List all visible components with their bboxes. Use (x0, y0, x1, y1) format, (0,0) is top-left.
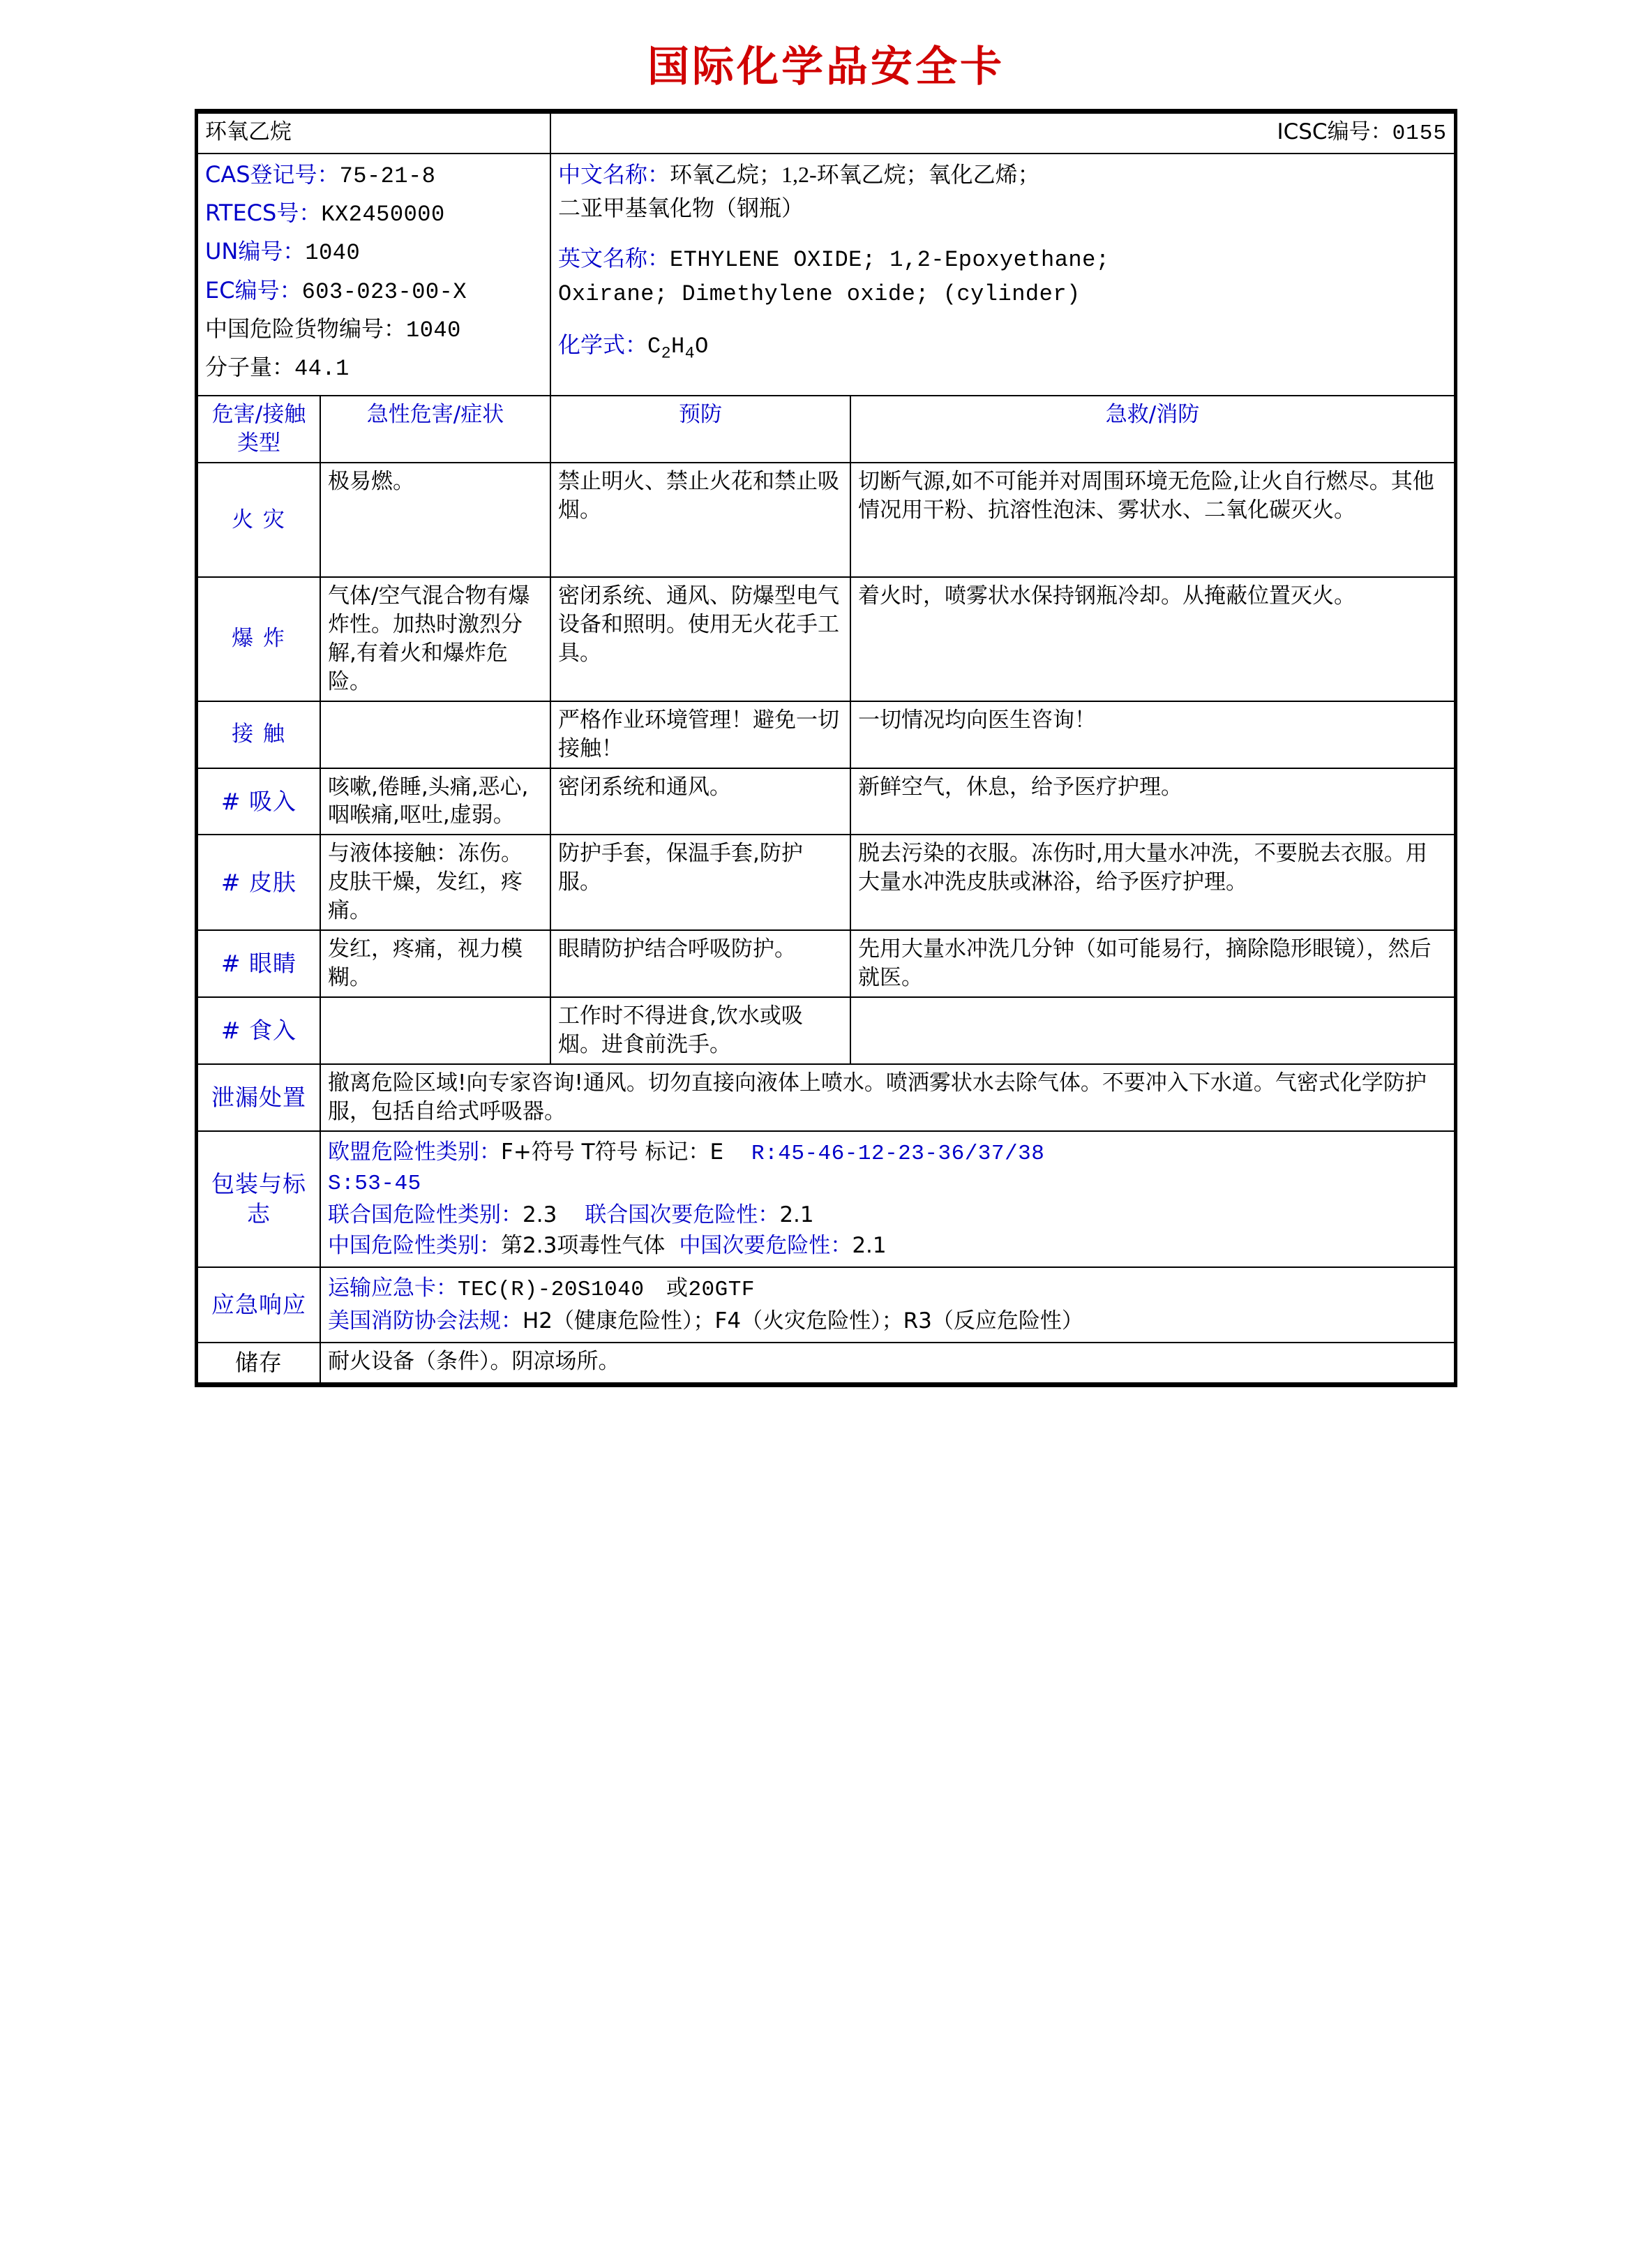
cell-fire-prevention: 禁止明火、禁止火花和禁止吸烟。 (550, 463, 850, 577)
table-row (198, 463, 1454, 577)
emergency-nfpa-value: H2（健康危险性）；F4（火灾危险性）；R3（反应危险性） (523, 1308, 1083, 1334)
icsc-table (198, 112, 1454, 1384)
emergency-nfpa-label: 美国消防协会法规： (328, 1308, 523, 1334)
identifier-rtecs-label: RTECS号： (205, 200, 322, 227)
table-row (198, 930, 1454, 997)
cell-explosion-prevention: 密闭系统、通风、防爆型电气设备和照明。使用无火花手工具。 (550, 577, 850, 701)
packaging-cn-label: 中国危险性类别： (328, 1233, 501, 1259)
row-label-storage: 储存 (198, 1343, 320, 1383)
packaging-cn-line (328, 1232, 1447, 1260)
emergency-row (198, 1267, 1454, 1343)
table-row (198, 701, 1454, 768)
packaging-eu-r: R:45-46-12-23-36/37/38 (751, 1141, 1045, 1166)
row-label-spill: 泄漏处置 (198, 1064, 320, 1131)
english-name-line2: Oxirane; Dimethylene oxide; (cylinder) (558, 281, 1081, 307)
chinese-name-value: 环氧乙烷；1,2-环氧乙烷；氧化乙烯； (670, 161, 1040, 187)
emergency-nfpa-line (328, 1307, 1447, 1336)
chinese-name-line2: 二亚甲基氧化物（钢瓶） (558, 195, 804, 221)
cell-inhalation-firstaid: 新鲜空气，休息，给予医疗护理。 (850, 768, 1454, 835)
cell-eyes-symptoms: 发红，疼痛，视力模糊。 (320, 930, 550, 997)
packaging-cn-sub-value: 2.1 (852, 1233, 887, 1259)
formula-label: 化学式： (558, 331, 648, 358)
cell-fire-firstaid: 切断气源,如不可能并对周围环境无危险,让火自行燃尽。其他情况用干粉、抗溶性泡沫、雾状水、二氧化碳灭火。 (850, 463, 1454, 577)
cell-eyes-firstaid: 先用大量水冲洗几分钟（如可能易行，摘除隐形眼镜），然后就医。 (850, 930, 1454, 997)
table-row (198, 577, 1454, 701)
column-header-firstaid: 急救/消防 (850, 396, 1454, 463)
emergency-transport-label: 运输应急卡： (328, 1276, 458, 1301)
identification-row (198, 154, 1454, 396)
emergency-transport-line (328, 1274, 1447, 1305)
identifier-cas-value: 75-21-8 (339, 163, 436, 189)
spill-row (198, 1064, 1454, 1131)
identifier-cas (205, 160, 543, 191)
packaging-un-value: 2.3 (523, 1202, 557, 1228)
packaging-eu-value: F+符号 T符号 标记：E (501, 1139, 724, 1165)
table-row (198, 835, 1454, 930)
row-label-ingestion: # 食入 (198, 997, 320, 1064)
packaging-cn-value: 第2.3项毒性气体 (501, 1233, 666, 1259)
identifier-molweight-label: 分子量： (205, 354, 295, 380)
names-spacer (558, 227, 1447, 239)
packaging-un-line (328, 1201, 1447, 1230)
storage-row (198, 1343, 1454, 1383)
identifier-rtecs (205, 198, 543, 230)
column-header-symptoms: 急性危害/症状 (320, 396, 550, 463)
card-header-row (198, 113, 1454, 154)
packaging-eu-s: S:53-45 (328, 1172, 421, 1197)
packaging-eu-label: 欧盟危险性类别： (328, 1139, 501, 1165)
cell-emergency (320, 1267, 1454, 1343)
formula-line (558, 330, 1447, 364)
identifier-rtecs-value: KX2450000 (321, 202, 445, 228)
formula-value: $C_2H_4O$ (647, 333, 709, 363)
cell-spill-text: 撤离危险区域!向专家咨询!通风。切勿直接向液体上喷水。喷洒雾状水去除气体。不要冲入下水道。气密式化学防护服，包括自给式呼吸器。 (320, 1064, 1454, 1131)
cell-exposure-symptoms (320, 701, 550, 768)
icsc-number-cell (550, 113, 1454, 154)
identifier-cn-dangerous-goods (205, 314, 543, 345)
row-label-eyes: # 眼睛 (198, 930, 320, 997)
row-label-emergency: 应急响应 (198, 1267, 320, 1343)
cell-explosion-firstaid: 着火时，喷雾状水保持钢瓶冷却。从掩蔽位置灭火。 (850, 577, 1454, 701)
identifier-molweight-value: 44.1 (294, 356, 350, 382)
cell-inhalation-symptoms: 咳嗽,倦睡,头痛,恶心,咽喉痛,呕吐,虚弱。 (320, 768, 550, 835)
identifier-molweight (205, 352, 543, 384)
row-label-explosion: 爆 炸 (198, 577, 320, 701)
row-label-inhalation: # 吸入 (198, 768, 320, 835)
column-header-row (198, 396, 1454, 463)
identifier-cas-label: CAS登记号： (205, 160, 340, 188)
packaging-un-label: 联合国危险性类别： (328, 1202, 523, 1228)
cell-exposure-firstaid: 一切情况均向医生咨询！ (850, 701, 1454, 768)
substance-name: 环氧乙烷 (198, 113, 550, 154)
cell-skin-prevention: 防护手套，保温手套,防护服。 (550, 835, 850, 930)
identifier-ec-label: EC编号： (205, 276, 302, 304)
packaging-cn-sub-label: 中国次要危险性： (679, 1233, 853, 1259)
english-name-value: ETHYLENE OXIDE; 1,2-Epoxyethane; (670, 247, 1110, 274)
cell-packaging (320, 1131, 1454, 1268)
column-header-hazard-type (198, 396, 320, 463)
cell-ingestion-prevention: 工作时不得进食,饮水或吸烟。进食前洗手。 (550, 997, 850, 1064)
identifier-cn-label: 中国危险货物编号： (205, 315, 407, 341)
column-header-hazard-type-line2: 类型 (237, 431, 280, 456)
icsc-label: ICSC编号： (1277, 119, 1392, 144)
cell-storage-text: 耐火设备（条件）。阴凉场所。 (320, 1343, 1454, 1383)
table-row (198, 997, 1454, 1064)
identifier-un-value: 1040 (305, 240, 361, 267)
english-name-line1 (558, 244, 1447, 275)
packaging-un-sub-value: 2.1 (779, 1202, 814, 1228)
row-label-skin: # 皮肤 (198, 835, 320, 930)
identifier-un-label: UN编号： (205, 238, 306, 265)
chinese-name-line1 (558, 160, 1447, 189)
cell-inhalation-prevention: 密闭系统和通风。 (550, 768, 850, 835)
chinese-name-label: 中文名称： (558, 160, 670, 188)
row-label-exposure: 接 触 (198, 701, 320, 768)
icsc-card (195, 109, 1457, 1387)
identifier-ec-value: 603-023-00-X (301, 278, 467, 305)
row-label-fire: 火 灾 (198, 463, 320, 577)
identifier-un (205, 237, 543, 268)
table-row (198, 768, 1454, 835)
icsc-number: 0155 (1392, 121, 1447, 146)
page-title: 国际化学品安全卡 (647, 43, 1005, 91)
column-header-hazard-type-line1: 危害/接触 (211, 402, 306, 428)
cell-skin-symptoms: 与液体接触：冻伤。皮肤干燥，发红，疼痛。 (320, 835, 550, 930)
emergency-transport-value: TEC(R)-20S1040 或20GTF (458, 1278, 755, 1303)
cell-exposure-prevention: 严格作业环境管理！避免一切接触！ (550, 701, 850, 768)
cell-eyes-prevention: 眼睛防护结合呼吸防护。 (550, 930, 850, 997)
cell-ingestion-symptoms (320, 997, 550, 1064)
names-block (550, 154, 1454, 396)
cell-ingestion-firstaid (850, 997, 1454, 1064)
cell-skin-firstaid: 脱去污染的衣服。冻伤时,用大量水冲洗，不要脱去衣服。用大量水冲洗皮肤或淋浴，给予医疗护理。 (850, 835, 1454, 930)
packaging-row (198, 1131, 1454, 1268)
cell-explosion-symptoms: 气体/空气混合物有爆炸性。加热时激烈分解,有着火和爆炸危险。 (320, 577, 550, 701)
cell-fire-symptoms: 极易燃。 (320, 463, 550, 577)
packaging-eu-line (328, 1138, 1447, 1169)
column-header-prevention: 预防 (550, 396, 850, 463)
identifier-ec (205, 276, 543, 307)
row-label-packaging: 包装与标志 (198, 1131, 320, 1268)
names-spacer-2 (558, 313, 1447, 326)
identifier-cn-value: 1040 (406, 317, 461, 343)
english-name-label: 英文名称： (558, 245, 670, 272)
identifier-list (198, 154, 550, 396)
packaging-un-sub-label: 联合国次要危险性： (585, 1202, 780, 1228)
